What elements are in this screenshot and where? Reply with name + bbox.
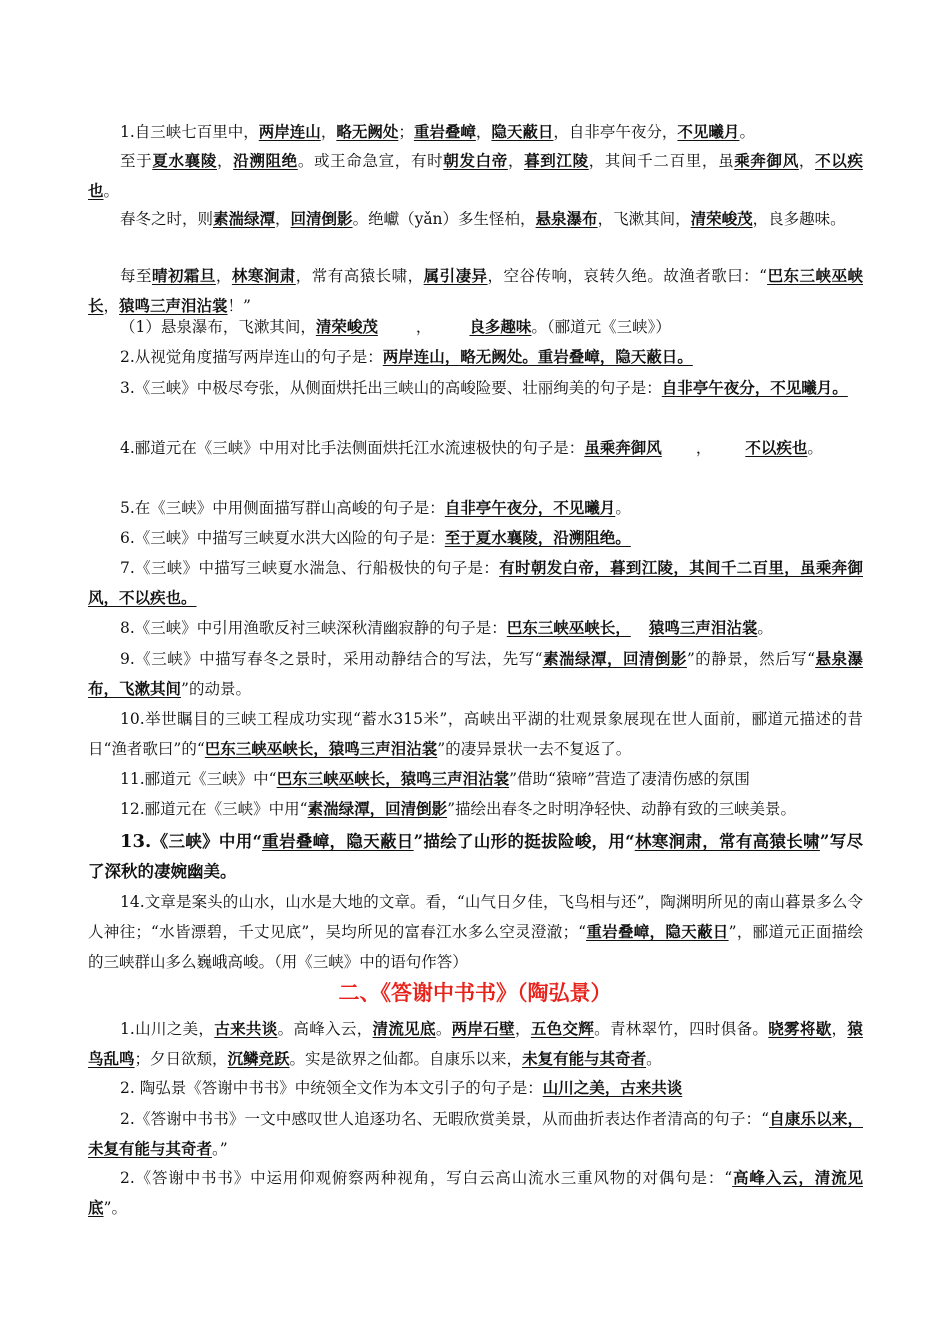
- question-12: 12.郦道元在《三峡》中用“素湍绿潭，回清倒影”描绘出春冬之时明净轻快、动静有致的三峡美景。: [120, 799, 797, 818]
- question-10: 10.举世瞩目的三峡工程成功实现“蓄水315米”，高峡出平湖的壮观景象展现在世人面前，郦道元描述的昔日“渔者歌曰”的“巴东三峡巫峡长，猿鸣三声泪沾裳”的凄异景状一去不复返了。: [88, 710, 863, 758]
- passage-paragraph-2: 至于夏水襄陵，沿溯阻绝。或王命急宣，有时朝发白帝，暮到江陵，其间千二百里，虽乘奔御风，不以疾也。: [88, 151, 863, 200]
- question-1: （1）悬泉瀑布，飞漱其间，清荣峻茂 ， 良多趣味。（郦道元《三峡》）: [120, 317, 671, 336]
- question-3: 3.《三峡》中极尽夸张，从侧面烘托出三峡山的高峻险要、壮丽绚美的句子是：自非亭午夜分，不见曦月。: [120, 378, 848, 397]
- question-9: 9.《三峡》中描写春冬之景时，采用动静结合的写法，先写“素湍绿潭，回清倒影”的静景，然后写“悬泉瀑布，飞漱其间”的动景。: [88, 649, 863, 698]
- question-7: 7.《三峡》中描写三峡夏水湍急、行船极快的句子是：有时朝发白帝，暮到江陵，其间千二百里，虽乘奔御风，不以疾也。: [88, 558, 863, 607]
- passage-paragraph-4: 每至晴初霜旦，林寒涧肃，常有高猿长啸，属引凄异，空谷传响，哀转久绝。故渔者歌曰：“巴东三峡巫峡长，猿鸣三声泪沾裳！”: [88, 266, 863, 315]
- passage-paragraph-1: 1.自三峡七百里中，两岸连山，略无阙处；重岩叠嶂，隐天蔽日，自非亭午夜分，不见曦月。: [120, 122, 755, 141]
- passage-2-question-c: 2.《答谢中书书》中运用仰观俯察两种视角，写白云高山流水三重风物的对偶句是：“高峰入云，清流见底”。: [88, 1168, 863, 1217]
- passage-2-paragraph: 1.山川之美，古来共谈。高峰入云，清流见底。两岸石壁，五色交辉。青林翠竹，四时俱备。晓雾将歇，猿鸟乱鸣；夕日欲颓，沉鳞竞跃。实是欲界之仙都。自康乐以来，未复有能与其奇者。: [88, 1019, 863, 1068]
- question-6: 6.《三峡》中描写三峡夏水洪大凶险的句子是：至于夏水襄陵，沿溯阻绝。: [120, 528, 631, 547]
- passage-2-question-b: 2.《答谢中书书》一文中感叹世人追逐功名、无暇欣赏美景，从而曲折表达作者清高的句子：“自康乐以来，未复有能与其奇者。”: [88, 1109, 863, 1158]
- question-11: 11.郦道元《三峡》中“巴东三峡巫峡长，猿鸣三声泪沾裳”借助“猿啼”营造了凄清伤感的氛围: [120, 769, 750, 788]
- question-5: 5.在《三峡》中用侧面描写群山高峻的句子是：自非亭午夜分，不见曦月。: [120, 498, 631, 517]
- question-8: 8.《三峡》中引用渔歌反衬三峡深秋清幽寂静的句子是：巴东三峡巫峡长， 猿鸣三声泪沾裳。: [120, 618, 773, 637]
- question-14: 14.文章是案头的山水，山水是大地的文章。看，“山气日夕佳，飞鸟相与还”，陶渊明所见的南山暮景多么令人神往；“水皆漂碧，千丈见底”，吴均所见的富春江水多么空灵澄澈；“重岩叠嶂，隐天蔽日”，郦道元正面描绘的三峡群山多么巍峨高峻。（用《三峡》中的语句作答）: [88, 893, 863, 971]
- section-2-heading: 二、《答谢中书书》（陶弘景）: [338, 981, 612, 1005]
- question-13: 13.《三峡》中用“重岩叠嶂，隐天蔽日”描绘了山形的挺拔险峻，用“林寒涧肃，常有高猿长啸”写尽了深秋的凄婉幽美。: [88, 831, 864, 881]
- question-4: 4.郦道元在《三峡》中用对比手法侧面烘托江水流速极快的句子是：虽乘奔御风 ， 不以疾也。: [120, 438, 823, 457]
- passage-paragraph-3: 春冬之时，则素湍绿潭，回清倒影。绝巘（yǎn）多生怪柏，悬泉瀑布，飞漱其间，清荣峻茂，良多趣味。: [120, 209, 846, 228]
- passage-2-question-a: 2. 陶弘景《答谢中书书》中统领全文作为本文引子的句子是：山川之美，古来共谈: [120, 1078, 683, 1097]
- question-2: 2.从视觉角度描写两岸连山的句子是：两岸连山，略无阙处。重岩叠嶂，隐天蔽日。: [120, 347, 693, 366]
